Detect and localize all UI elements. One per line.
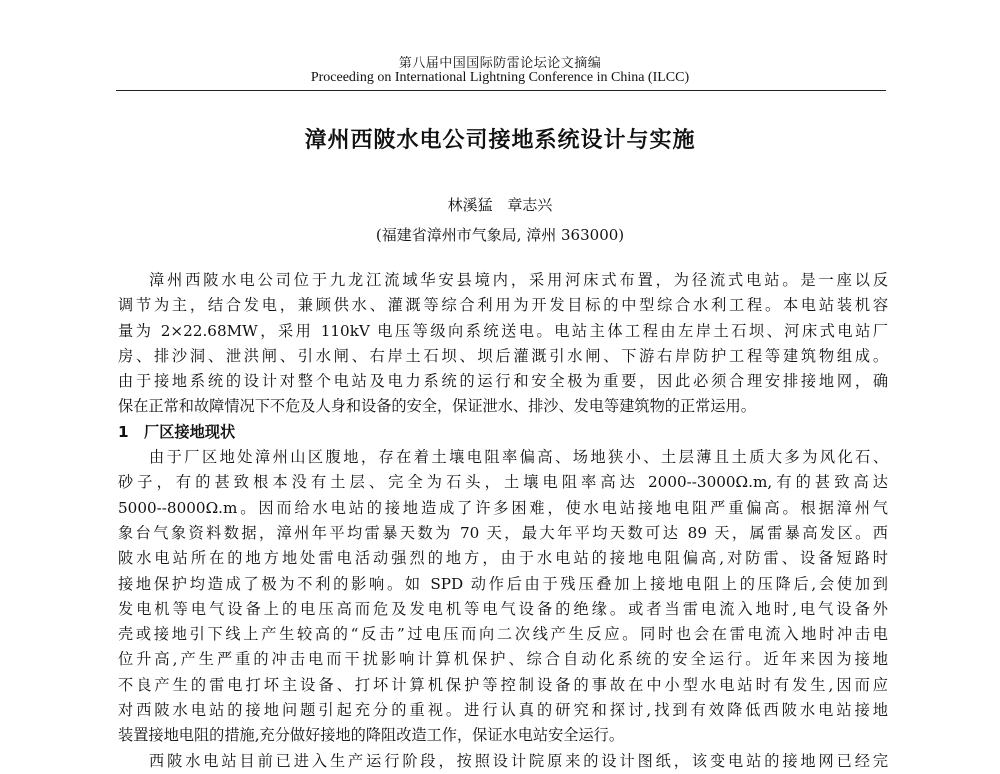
paragraph-1 xyxy=(118,268,888,420)
paper-title: 漳州西陂水电公司接地系统设计与实施 xyxy=(304,128,696,153)
paper-body xyxy=(118,268,888,774)
text-line: 对西陂水电站的接地问题引起充分的重视。进行认真的研究和探讨,找到有效降低西陂水电站接地 xyxy=(118,701,888,720)
text-line: 保在正常和故障情况下不危及人身和设备的安全，保证泄水、排沙、发电等建筑物的正常运用。 xyxy=(118,397,756,416)
text-line: 发电机等电气设备上的电压高而危及发电机等电气设备的绝缘。或者当雷电流入地时,电气设备外 xyxy=(118,599,888,618)
authors: 林溪猛 章志兴 xyxy=(447,196,553,214)
text-line: 位升高,产生严重的冲击电而干扰影响计算机保护、综合自动化系统的安全运行。近年来因为接地 xyxy=(118,650,888,669)
text-line: 不良产生的雷电打坏主设备、打坏计算机保护等控制设备的事故在中小型水电站时有发生,因而应 xyxy=(118,675,888,694)
running-header-chinese: 第八届中国国际防雷论坛论文摘编 xyxy=(398,56,602,71)
text-line: 装置接地电阻的措施,充分做好接地的降阻改造工作，保证水电站安全运行。 xyxy=(118,726,625,745)
text-line: 量为 2×22.68MW，采用 110kV 电压等级向系统送电。电站主体工程由左岸土石坝、河床式电站厂 xyxy=(118,321,888,340)
text-line: 砂子，有的甚致根本没有土层、完全为石头，土壤电阻率高达 2000--3000Ω.m,有的甚致高达 xyxy=(118,473,888,492)
section-heading-1 xyxy=(118,420,888,445)
text-line: 接地保护均造成了极为不利的影响。如 SPD 动作后由于残压叠加上接地电阻上的压降后,会使加到 xyxy=(118,574,888,593)
text-line: 调节为主，结合发电，兼顾供水、灌溉等综合利用为开发目标的中型综合水利工程。本电站装机容 xyxy=(118,296,888,315)
text-line: 房、排沙洞、泄洪闸、引水闸、右岸土石坝、坝后灌溉引水闸、下游右岸防护工程等建筑物组成。 xyxy=(118,346,888,365)
header-rule xyxy=(116,90,886,91)
text-line: 西陂水电站目前已进入生产运行阶段，按照设计院原来的设计图纸，该变电站的接地网已经完 xyxy=(149,751,888,770)
paragraph-3 xyxy=(118,749,888,774)
affiliation: (福建省漳州市气象局, 漳州 363000) xyxy=(375,226,625,244)
text-line: 漳州西陂水电公司位于九龙江流域华安县境内，采用河床式布置，为径流式电站。是一座以反 xyxy=(149,271,888,289)
text-line: 5000--8000Ω.m。因而给水电站的接地造成了许多困难，使水电站接地电阻严重偏高。根据漳州气 xyxy=(118,498,888,517)
text-line: 壳或接地引下线上产生较高的“反击”过电压而向二次线产生反应。同时也会在雷电流入地时冲击电 xyxy=(118,625,888,644)
section-number: 1 xyxy=(118,422,129,441)
running-header-english: Proceeding on International Lightning Conference in China (ILCC) xyxy=(310,70,690,85)
paragraph-2 xyxy=(118,445,888,749)
text-line: 由于厂区地处漳州山区腹地，存在着土壤电阻率偏高、场地狭小、土层薄且土质大多为风化石、 xyxy=(149,448,888,467)
section-title: 厂区接地现状 xyxy=(144,422,236,441)
text-line: 由于接地系统的设计对整个电站及电力系统的运行和安全极为重要，因此必须合理安排接地网，确 xyxy=(118,372,888,391)
text-line: 陂水电站所在的地方地处雷电活动强烈的地方，由于水电站的接地电阻偏高,对防雷、设备短路时 xyxy=(118,549,888,568)
text-line: 象台气象资料数据，漳州年平均雷暴天数为 70 天，最大年平均天数可达 89 天，属雷暴高发区。西 xyxy=(118,523,888,542)
